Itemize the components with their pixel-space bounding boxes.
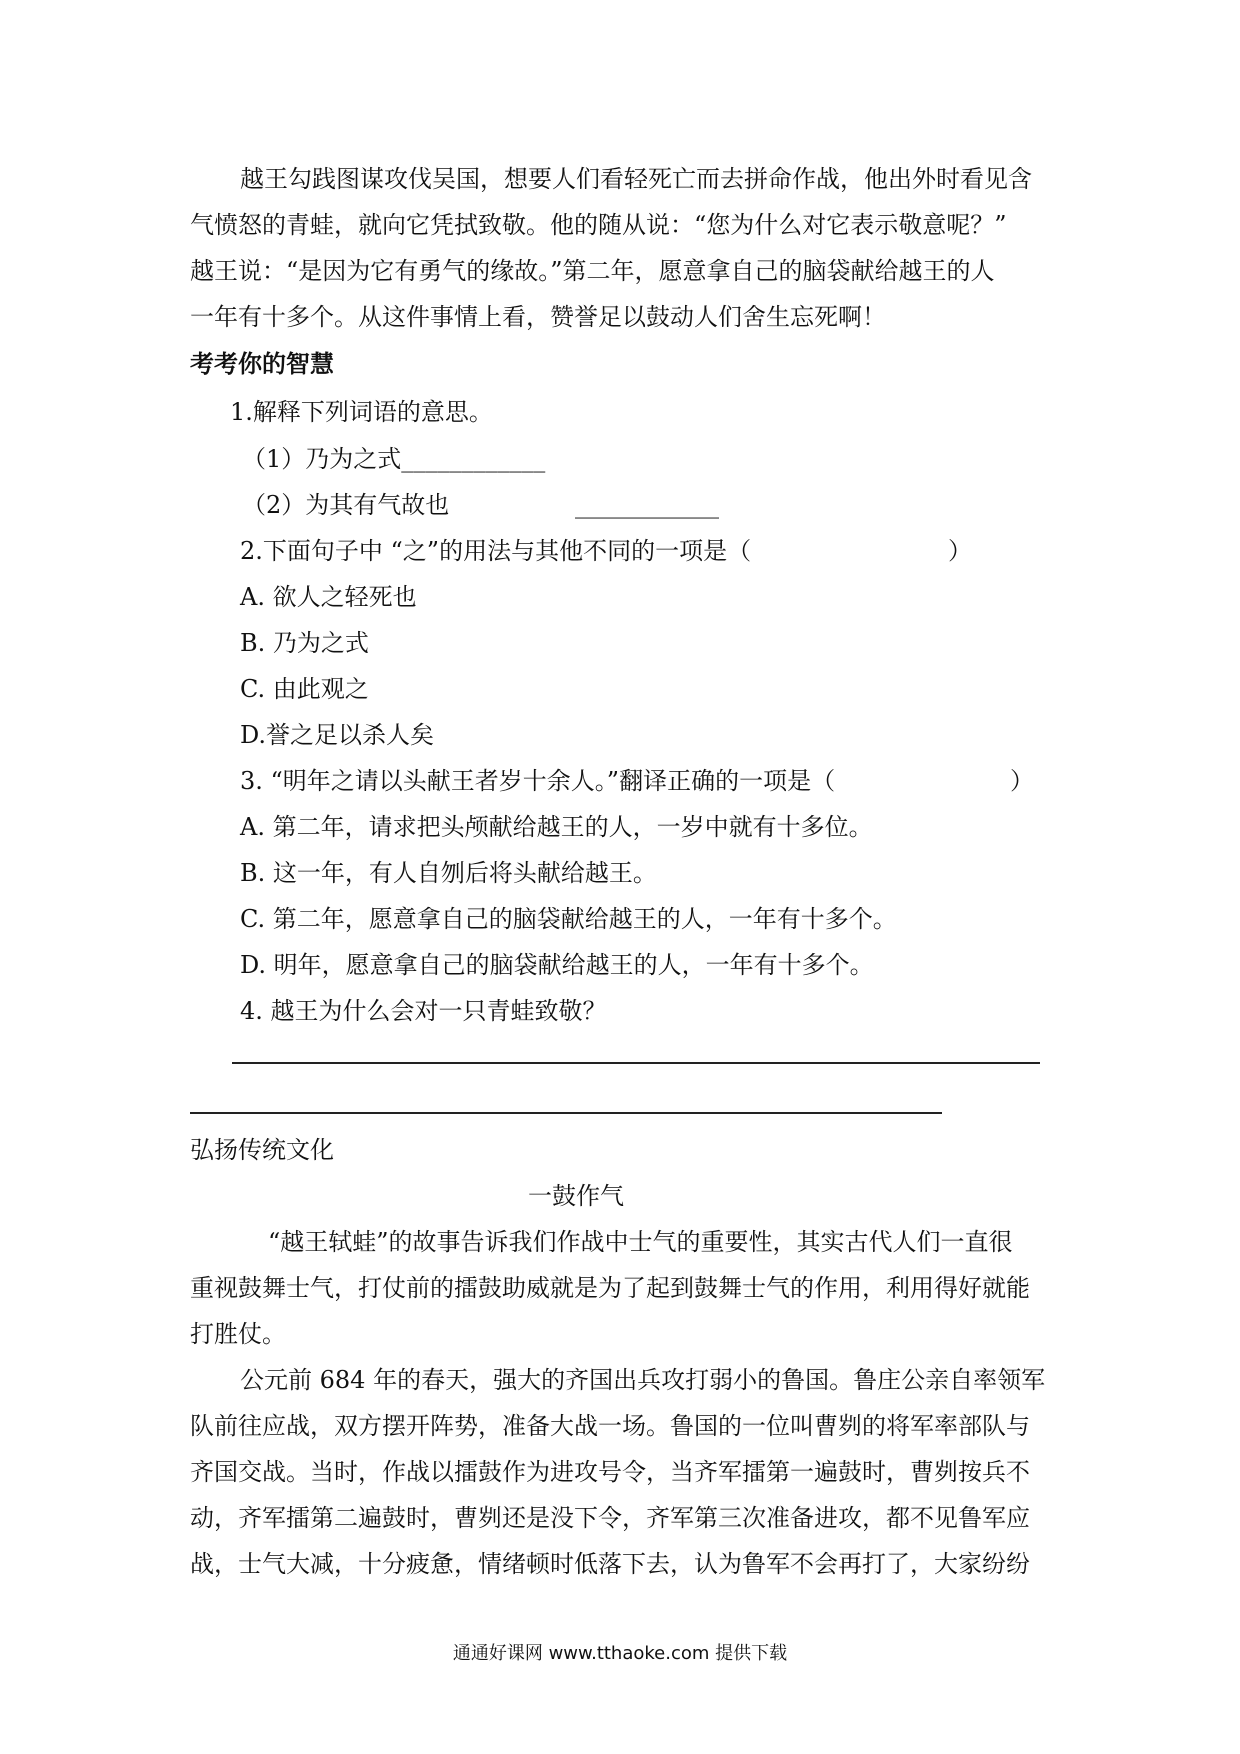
- article-line: 公元前 684 年的春天，强大的齐国出兵攻打弱小的鲁国。鲁庄公亲自率领军: [240, 1366, 1046, 1394]
- question-2: 2.下面句子中 “之”的用法与其他不同的一项是（: [240, 537, 752, 565]
- answer-blank: ____________: [575, 491, 719, 519]
- article-line: 队前往应战，双方摆开阵势，准备大战一场。鲁国的一位叫曹刿的将军率部队与: [190, 1412, 1030, 1440]
- article-line: “越王轼蛙”的故事告诉我们作战中士气的重要性，其实古代人们一直很: [268, 1228, 1013, 1256]
- question-1-item: （1）乃为之式____________: [242, 445, 546, 473]
- question-1: 1.解释下列词语的意思。: [230, 398, 493, 426]
- question-3: 3. “明年之请以头献王者岁十余人。”翻译正确的一项是（: [240, 767, 836, 795]
- culture-heading: 弘扬传统文化: [190, 1136, 334, 1164]
- article-line: 重视鼓舞士气，打仗前的擂鼓助威就是为了起到鼓舞士气的作用，利用得好就能: [190, 1274, 1030, 1302]
- passage-line: 越王勾践图谋攻伐吴国，想要人们看轻死亡而去拼命作战，他出外时看见含: [240, 165, 1032, 193]
- article-line: 打胜仗。: [190, 1320, 286, 1348]
- question-3-option: D. 明年，愿意拿自己的脑袋献给越王的人，一年有十多个。: [240, 951, 874, 979]
- answer-line: [232, 1062, 1040, 1064]
- question-2-option: B. 乃为之式: [240, 629, 369, 657]
- question-3-option: B. 这一年，有人自刎后将头献给越王。: [240, 859, 657, 887]
- question-2-option: A. 欲人之轻死也: [240, 583, 417, 611]
- question-3-bracket: ）: [1010, 767, 1034, 795]
- question-2-bracket: ）: [948, 537, 972, 565]
- passage-line: 一年有十多个。从这件事情上看，赞誉足以鼓动人们舍生忘死啊！: [190, 303, 886, 331]
- article-line: 战，士气大减，十分疲惫，情绪顿时低落下去，认为鲁军不会再打了，大家纷纷: [190, 1550, 1030, 1578]
- answer-line: [190, 1112, 942, 1114]
- page-footer: 通通好课网 www.tthaoke.com 提供下载: [452, 1643, 788, 1664]
- quiz-heading: 考考你的智慧: [190, 350, 334, 378]
- article-line: 齐国交战。当时，作战以擂鼓作为进攻号令，当齐军擂第一遍鼓时，曹刿按兵不: [190, 1458, 1030, 1486]
- question-2-option: C. 由此观之: [240, 675, 369, 703]
- question-2-option: D.誉之足以杀人矣: [240, 721, 435, 749]
- question-1-item: （2）为其有气故也: [242, 491, 450, 519]
- passage-line: 越王说：“是因为它有勇气的缘故。”第二年，愿意拿自己的脑袋献给越王的人: [190, 257, 995, 285]
- passage-line: 气愤怒的青蛙，就向它凭拭致敬。他的随从说：“您为什么对它表示敬意呢？”: [190, 211, 1007, 239]
- question-3-option: A. 第二年，请求把头颅献给越王的人，一岁中就有十多位。: [240, 813, 873, 841]
- question-4: 4. 越王为什么会对一只青蛙致敬？: [240, 997, 607, 1025]
- article-title: 一鼓作气: [528, 1182, 624, 1210]
- question-3-option: C. 第二年，愿意拿自己的脑袋献给越王的人，一年有十多个。: [240, 905, 897, 933]
- article-line: 动，齐军擂第二遍鼓时，曹刿还是没下令，齐军第三次准备进攻，都不见鲁军应: [190, 1504, 1030, 1532]
